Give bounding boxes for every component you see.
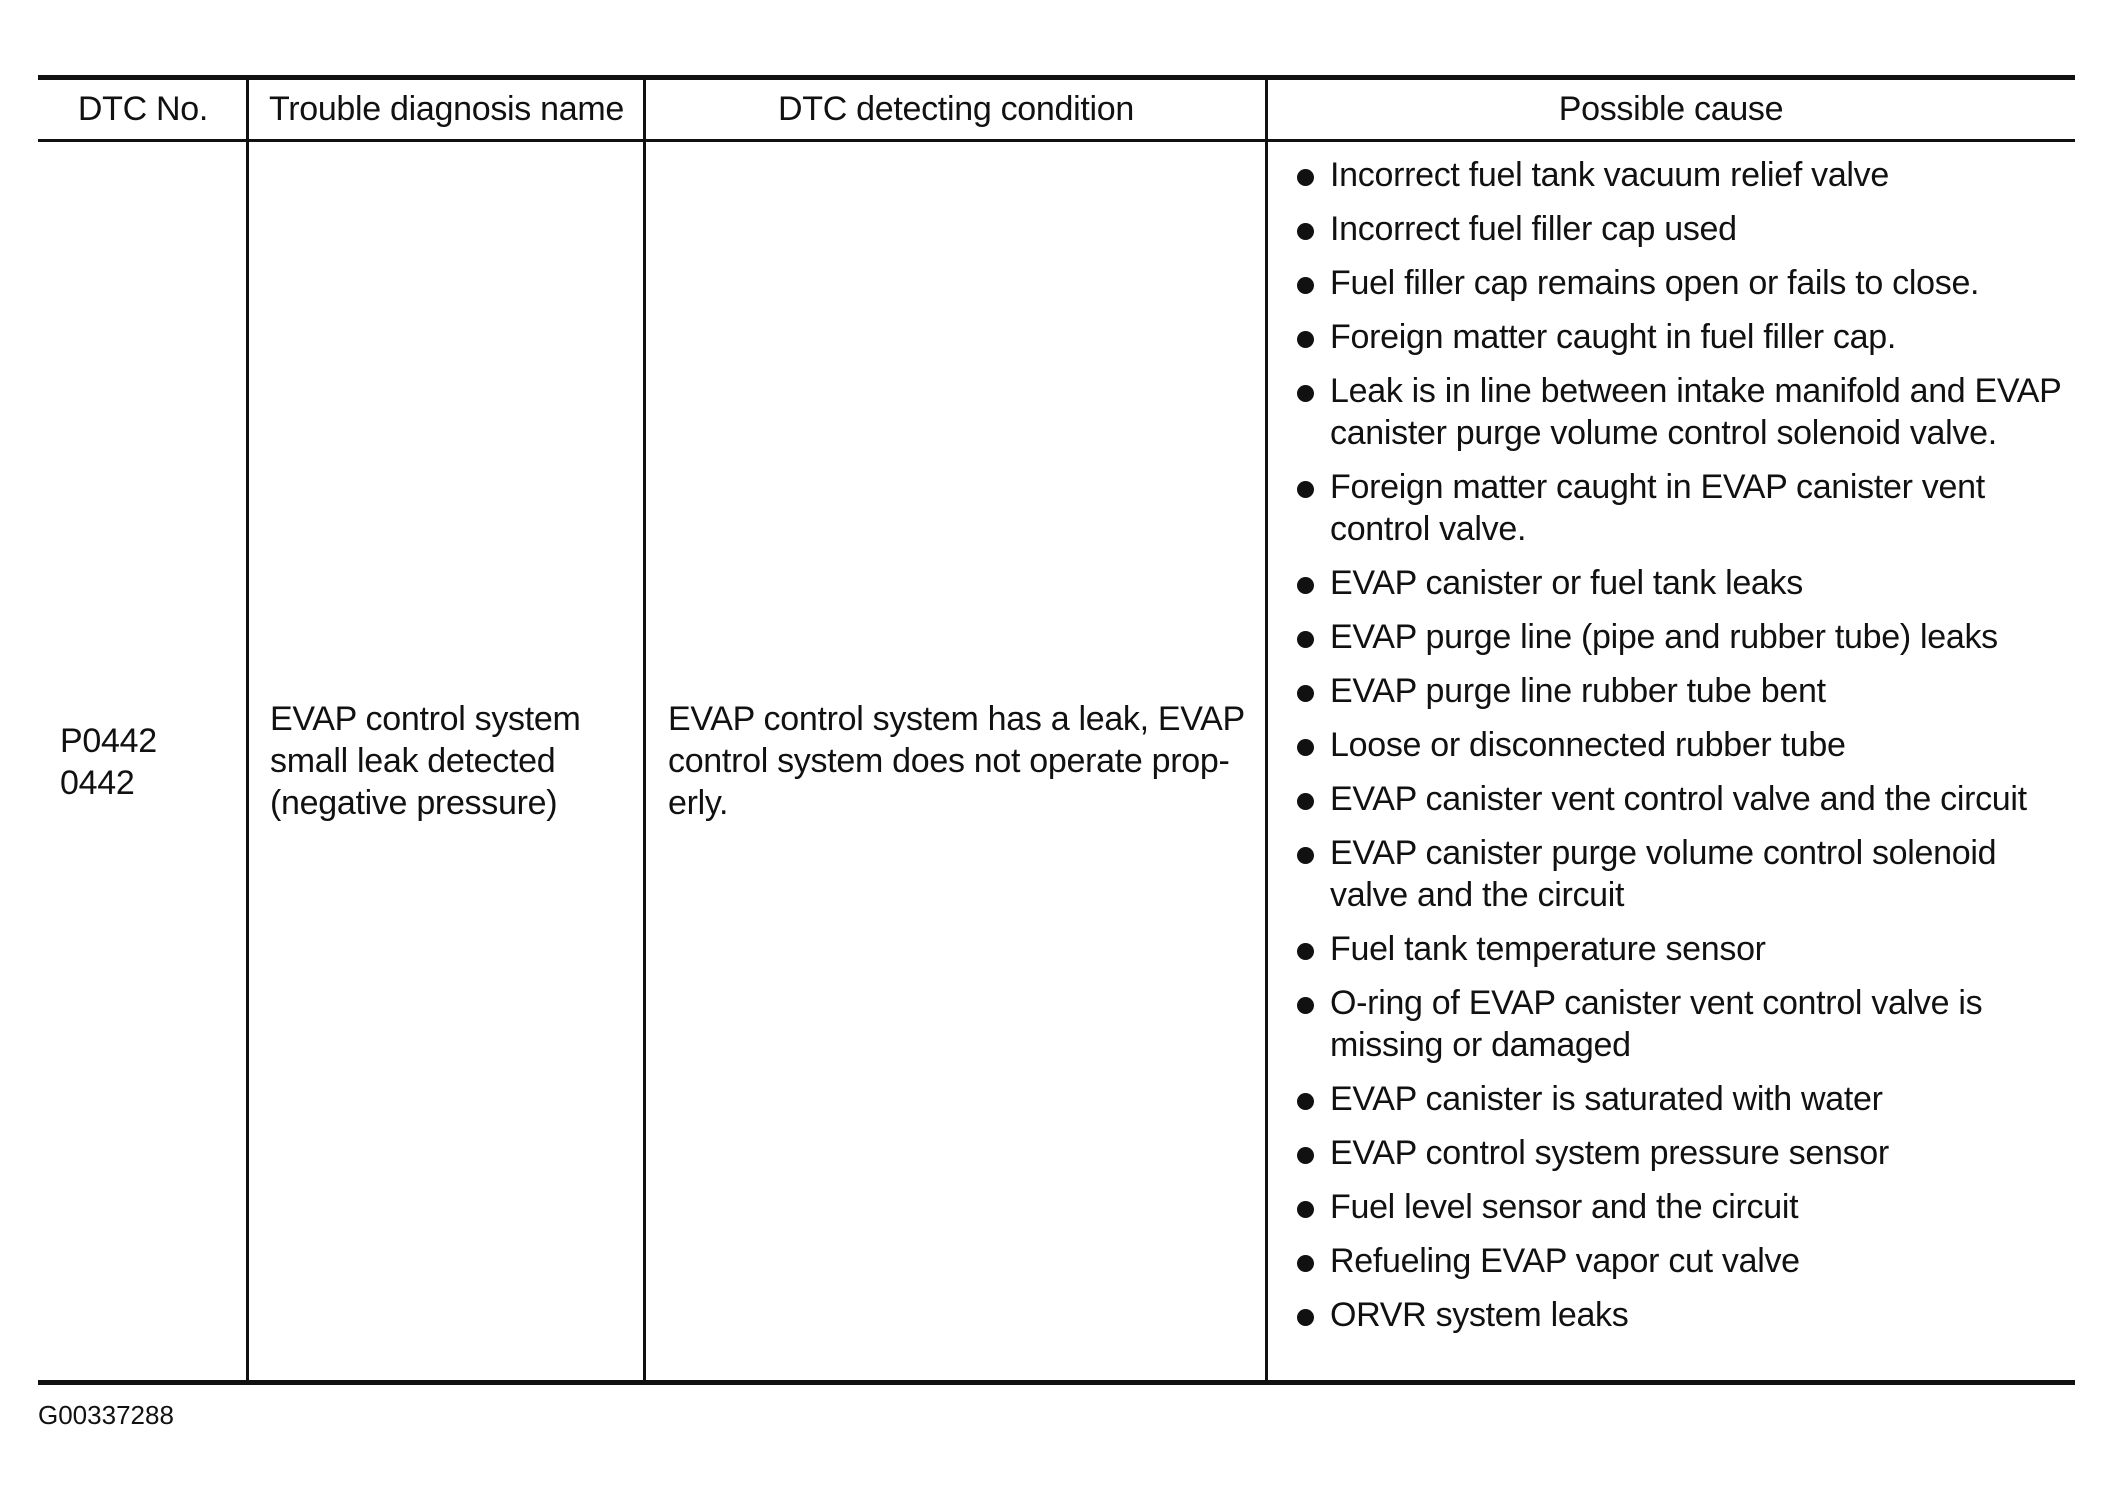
possible-cause-item	[1294, 670, 2064, 712]
header-trouble-diagnosis-name: Trouble diagnosis name	[268, 90, 624, 128]
dtc-table	[38, 75, 2075, 1385]
column-divider	[643, 80, 646, 1385]
possible-cause-text: Fuel level sensor and the circuit	[1330, 1188, 1799, 1226]
column-divider	[246, 80, 249, 1385]
possible-cause-item	[1294, 724, 2064, 766]
header-dtc-no: DTC No.	[77, 90, 209, 128]
possible-cause-text: ORVR system leaks	[1330, 1296, 1629, 1334]
possible-cause-item	[1294, 262, 2064, 304]
possible-cause-text: Foreign matter caught in EVAP canister vent control valve.	[1330, 468, 1985, 548]
possible-cause-item	[1294, 928, 2064, 970]
cell-dtc-no	[60, 720, 240, 804]
possible-cause-text: Refueling EVAP vapor cut valve	[1330, 1242, 1800, 1280]
bullet-icon	[1297, 577, 1314, 594]
bullet-icon	[1297, 223, 1314, 240]
possible-cause-item	[1294, 1186, 2064, 1228]
dtc-code-secondary: 0442	[60, 764, 135, 802]
possible-cause-item	[1294, 982, 2064, 1066]
bullet-icon	[1297, 997, 1314, 1014]
possible-cause-item	[1294, 778, 2064, 820]
possible-cause-item	[1294, 1132, 2064, 1174]
possible-cause-item	[1294, 832, 2064, 916]
bullet-icon	[1297, 169, 1314, 186]
bullet-icon	[1297, 943, 1314, 960]
possible-cause-item	[1294, 1240, 2064, 1282]
possible-cause-text: Leak is in line between intake manifold and EVAP canister purge volume control solenoid valve.	[1330, 372, 2061, 452]
possible-cause-text: Loose or disconnected rubber tube	[1330, 726, 1846, 764]
bullet-icon	[1297, 277, 1314, 294]
bullet-icon	[1297, 847, 1314, 864]
header-possible-cause: Possible cause	[1558, 90, 1784, 128]
possible-cause-item	[1294, 1078, 2064, 1120]
possible-cause-text: EVAP canister purge volume control solenoid valve and the circuit	[1330, 834, 1997, 914]
possible-cause-text: EVAP purge line rubber tube bent	[1330, 672, 1826, 710]
cell-trouble-diagnosis-name: EVAP control system small leak detected (negative pressure)	[270, 700, 581, 822]
bullet-icon	[1297, 385, 1314, 402]
bullet-icon	[1297, 1255, 1314, 1272]
possible-cause-item	[1294, 208, 2064, 250]
possible-cause-item	[1294, 370, 2064, 454]
bullet-icon	[1297, 631, 1314, 648]
bullet-icon	[1297, 1147, 1314, 1164]
possible-cause-text: Fuel tank temperature sensor	[1330, 930, 1766, 968]
bullet-icon	[1297, 1309, 1314, 1326]
possible-cause-text: EVAP purge line (pipe and rubber tube) leaks	[1330, 618, 1998, 656]
possible-cause-item	[1294, 1294, 2064, 1336]
possible-cause-item	[1294, 616, 2064, 658]
bullet-icon	[1297, 481, 1314, 498]
bullet-icon	[1297, 1201, 1314, 1218]
possible-cause-item	[1294, 562, 2064, 604]
dtc-code-primary: P0442	[60, 722, 157, 760]
bullet-icon	[1297, 331, 1314, 348]
figure-code: G00337288	[38, 1400, 174, 1430]
possible-cause-item	[1294, 316, 2064, 358]
bullet-icon	[1297, 739, 1314, 756]
header-dtc-detecting-condition: DTC detecting condition	[778, 90, 1134, 128]
possible-cause-text: EVAP canister is saturated with water	[1330, 1080, 1883, 1118]
bullet-icon	[1297, 1093, 1314, 1110]
bullet-icon	[1297, 793, 1314, 810]
possible-cause-text: Incorrect fuel filler cap used	[1330, 210, 1737, 248]
possible-cause-text: EVAP canister vent control valve and the circuit	[1330, 780, 2027, 818]
possible-cause-text: Fuel filler cap remains open or fails to close.	[1330, 264, 1980, 302]
possible-cause-item	[1294, 466, 2064, 550]
possible-causes-list	[1294, 154, 2064, 1348]
bullet-icon	[1297, 685, 1314, 702]
possible-cause-text: Foreign matter caught in fuel filler cap.	[1330, 318, 1896, 356]
possible-cause-text: EVAP control system pressure sensor	[1330, 1134, 1889, 1172]
cell-dtc-detecting-condition: EVAP control system has a leak, EVAP control system does not operate prop-erly.	[668, 700, 1245, 822]
table-header-row	[38, 80, 2075, 142]
column-divider	[1265, 80, 1268, 1385]
possible-cause-item	[1294, 154, 2064, 196]
possible-cause-text: EVAP canister or fuel tank leaks	[1330, 564, 1803, 602]
possible-cause-text: Incorrect fuel tank vacuum relief valve	[1330, 156, 1889, 194]
possible-cause-text: O-ring of EVAP canister vent control valve is missing or damaged	[1330, 984, 1983, 1064]
